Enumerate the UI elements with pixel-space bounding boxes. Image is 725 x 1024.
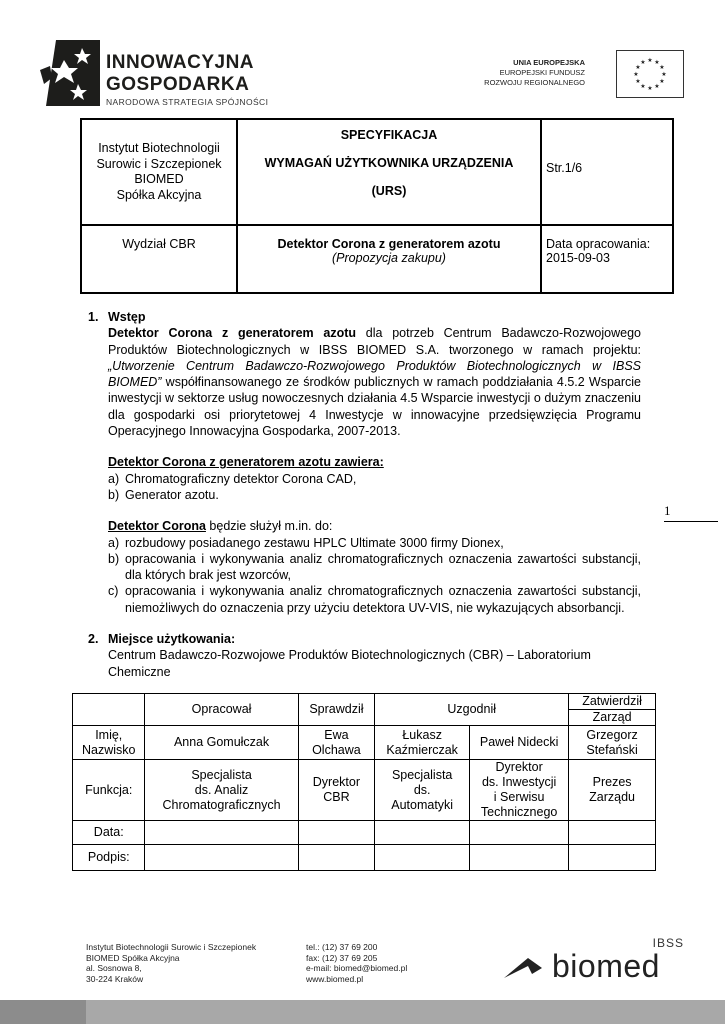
footer-bar-accent (0, 1000, 86, 1024)
name-line: Olchawa (312, 742, 361, 757)
intro-text-2: współfinansowanego ze środków publicznych w ramach poddziałania 4.5.2 Wsparcie inwestycji w sektorze usług nowoczesnych działania 4.5 Wsparcie inwestycji o dużym znaczeniu dla gospodarki osi priorytetowej 4 Inwestycje w innowacyjne przedsięwzięcia Programu Operacyjnego Innowacyjna Gospodarka, 2007-2013. (108, 375, 641, 439)
eu-line-3: ROZWOJU REGIONALNEGO (484, 78, 585, 87)
document-header-table (80, 118, 674, 294)
name-uzgodnil-1 (375, 726, 470, 760)
func-line: Specjalista (391, 767, 453, 782)
svg-text:★: ★ (659, 64, 665, 71)
contains-list (88, 471, 641, 504)
date-value: 2015-09-03 (546, 251, 610, 265)
list-marker: b) (108, 487, 120, 502)
ibss-biomed-logo (502, 936, 692, 986)
label-line: Imię, (95, 727, 123, 742)
name-line: Stefański (586, 742, 638, 757)
document-title-cell (237, 119, 541, 225)
address-line: BIOMED Spółka Akcyjna (86, 952, 180, 963)
department: Wydział CBR (122, 237, 196, 251)
row-func-label: Funkcja: (73, 760, 145, 821)
date-cell (541, 225, 673, 293)
header-opracowal: Opracował (145, 694, 298, 726)
list-item (108, 583, 641, 616)
address-line: al. Sosnowa 8, (86, 963, 142, 973)
section-2-number: 2. (88, 632, 99, 647)
list-text: opracowania i wykonywania analiz chromatograficznych oznaczenia zawartości substancji, niemożliwych do oznaczenia przy użyciu detektora UV-VIS, nie wykazujących absorbancji. (125, 584, 641, 615)
list-item (108, 535, 641, 551)
biomed-wordmark: biomed (552, 948, 660, 984)
svg-text:★: ★ (654, 59, 660, 66)
label-line: Nazwisko (81, 742, 136, 757)
func-line: Dyrektor (312, 775, 361, 789)
section-1-intro (88, 325, 641, 439)
innowacyjna-gospodarka-logo (38, 40, 298, 110)
list-item (108, 471, 641, 487)
page-marker: 1 (664, 503, 671, 518)
func-zatwierdzil (569, 760, 656, 821)
document-body (88, 309, 641, 680)
row-name-label (73, 726, 145, 760)
contains-heading: Detektor Corona z generatorem azotu zawiera: (108, 455, 384, 470)
date-opracowal (145, 821, 298, 845)
name-line: Grzegorz (586, 727, 638, 742)
sign-opracowal (145, 845, 298, 871)
header-uzgodnil: Uzgodnił (375, 694, 569, 726)
biomed-swoosh-icon (502, 952, 552, 982)
device-cell (237, 225, 541, 293)
list-marker: b) (108, 551, 120, 566)
name-opracowal: Anna Gomułczak (145, 726, 298, 760)
list-text: Chromatograficzny detektor Corona CAD, (125, 471, 357, 486)
contact-email: e-mail: biomed@biomed.pl (306, 963, 408, 973)
list-item (108, 551, 641, 584)
date-label: Data opracowania: (546, 237, 651, 251)
eu-flag-icon (616, 50, 684, 98)
func-line: Technicznego (480, 805, 558, 819)
func-line: CBR (323, 790, 350, 804)
eu-line-1: UNIA EUROPEJSKA (513, 58, 585, 67)
date-zatwierdzil (569, 821, 656, 845)
footer-address (86, 942, 256, 984)
title-urs: (URS) (371, 184, 407, 198)
sign-uzgodnil-1 (375, 845, 470, 871)
name-line: Łukasz (402, 727, 442, 742)
func-sprawdzil (298, 760, 375, 821)
org-line-3: BIOMED (134, 172, 184, 186)
logo-line-3: NARODOWA STRATEGIA SPÓJNOŚCI (106, 97, 269, 107)
list-text: rozbudowy posiadanego zestawu HPLC Ultimate 3000 firmy Dionex, (125, 535, 504, 550)
list-text: opracowania i wykonywania analiz chromatograficznych oznaczenia zawartości substancji, dla których brak jest wzorców, (125, 551, 641, 583)
svg-text:★: ★ (647, 57, 653, 64)
org-line-2: Surowic i Szczepionek (96, 156, 222, 171)
svg-text:★: ★ (635, 78, 641, 85)
date-uzgodnil-2 (470, 821, 569, 845)
footer-bar (0, 1000, 725, 1024)
func-line: Chromatograficznych (162, 797, 281, 812)
org-line-4: Spółka Akcyjna (116, 187, 202, 202)
intro-text-1: dla potrzeb Centrum Badawczo-Rozwojowego Produktów Biotechnologicznych w IBSS BIOMED S.A. tworzonego w ramach projektu: (108, 326, 641, 357)
name-uzgodnil-2: Paweł Nidecki (470, 726, 569, 760)
section-2-text: Centrum Badawczo-Rozwojowe Produktów Biotechnologicznych (CBR) – Laboratorium Chemiczne (108, 648, 591, 679)
section-1-number: 1. (88, 310, 99, 324)
contact-line: tel.: (12) 37 69 200 (306, 942, 378, 952)
name-sprawdzil (298, 726, 375, 760)
page-number: Str.1/6 (546, 161, 583, 175)
func-line: i Serwisu (493, 790, 545, 804)
func-line: Dyrektor (495, 760, 543, 774)
date-sprawdzil (298, 821, 375, 845)
date-uzgodnil-1 (375, 821, 470, 845)
logo-line-1: INNOWACYJNA (106, 52, 255, 73)
section-2-title: Miejsce użytkowania: (108, 632, 236, 647)
svg-text:★: ★ (654, 83, 660, 90)
section-1-title: Wstęp (108, 310, 146, 324)
address-line: Instytut Biotechnologii Surowic i Szczepionek (86, 942, 257, 952)
svg-text:★: ★ (647, 85, 653, 92)
svg-text:★: ★ (633, 71, 639, 78)
eu-label (484, 58, 585, 88)
func-line: Prezes (592, 775, 632, 789)
contact-line: fax: (12) 37 69 205 (306, 952, 378, 963)
name-line: Kaźmierczak (386, 742, 458, 757)
organization-cell (81, 119, 237, 225)
use-heading: Detektor Corona (108, 519, 206, 534)
page-number-cell (541, 119, 673, 225)
svg-text:★: ★ (661, 71, 667, 78)
list-item (108, 487, 641, 503)
uses-list (88, 535, 641, 616)
svg-text:★: ★ (640, 83, 646, 90)
header-zarzad: Zarząd (569, 710, 656, 726)
sign-sprawdzil (298, 845, 375, 871)
title-wymagan: WYMAGAŃ UŻYTKOWNIKA URZĄDZENIA (264, 156, 514, 170)
list-marker: c) (108, 584, 119, 599)
footer-contact (306, 942, 407, 984)
eu-line-2: EUROPEJSKI FUNDUSZ (499, 68, 585, 77)
title-specyfikacja: SPECYFIKACJA (340, 128, 438, 142)
signature-table (72, 693, 656, 871)
func-line: ds. Inwestycji (481, 775, 557, 789)
func-line: Automatyki (391, 797, 454, 812)
svg-text:★: ★ (635, 64, 641, 71)
page-marker-line (664, 521, 718, 522)
sign-zatwierdzil (569, 845, 656, 871)
device-name: Detektor Corona z generatorem azotu (277, 237, 501, 251)
list-text: Generator azotu. (125, 487, 219, 502)
address-line: 30-224 Kraków (86, 973, 144, 984)
func-line: ds. (413, 782, 431, 797)
func-line: Specjalista (191, 767, 252, 782)
logo-line-2: GOSPODARKA (106, 74, 250, 95)
func-line: Zarządu (589, 790, 636, 804)
sig-corner-cell (73, 694, 145, 726)
svg-text:★: ★ (659, 78, 665, 85)
name-line: Ewa (324, 727, 349, 742)
intro-lead: Detektor Corona z generatorem azotu (108, 326, 357, 341)
func-opracowal (145, 760, 298, 821)
list-marker: a) (108, 471, 120, 486)
func-uzgodnil-1 (375, 760, 470, 821)
header-zatwierdzil: Zatwierdził (569, 694, 656, 710)
func-uzgodnil-2 (470, 760, 569, 821)
func-line: ds. Analiz (194, 782, 249, 797)
org-line-1: Instytut Biotechnologii (98, 141, 220, 155)
intro-project: „Utworzenie Centrum Badawczo-Rozwojowego Produktów Biotechnologicznych w IBSS BIOMED” (108, 358, 641, 390)
department-cell (81, 225, 237, 293)
device-note: (Propozycja zakupu) (332, 251, 446, 265)
contact-website: www.biomed.pl (306, 973, 364, 984)
use-text: będzie służył m.in. do: (205, 519, 333, 534)
ig-logo-mark-icon (38, 40, 100, 106)
svg-text:★: ★ (640, 59, 646, 66)
list-marker: a) (108, 535, 120, 550)
name-zatwierdzil (569, 726, 656, 760)
section-1-heading (88, 309, 641, 325)
sign-uzgodnil-2 (470, 845, 569, 871)
row-sign-label: Podpis: (73, 845, 145, 871)
ibss-label: IBSS (652, 936, 684, 950)
header-sprawdzil: Sprawdził (298, 694, 375, 726)
section-2-heading (88, 631, 641, 647)
use-heading-line (88, 518, 641, 534)
row-date-label: Data: (73, 821, 145, 845)
